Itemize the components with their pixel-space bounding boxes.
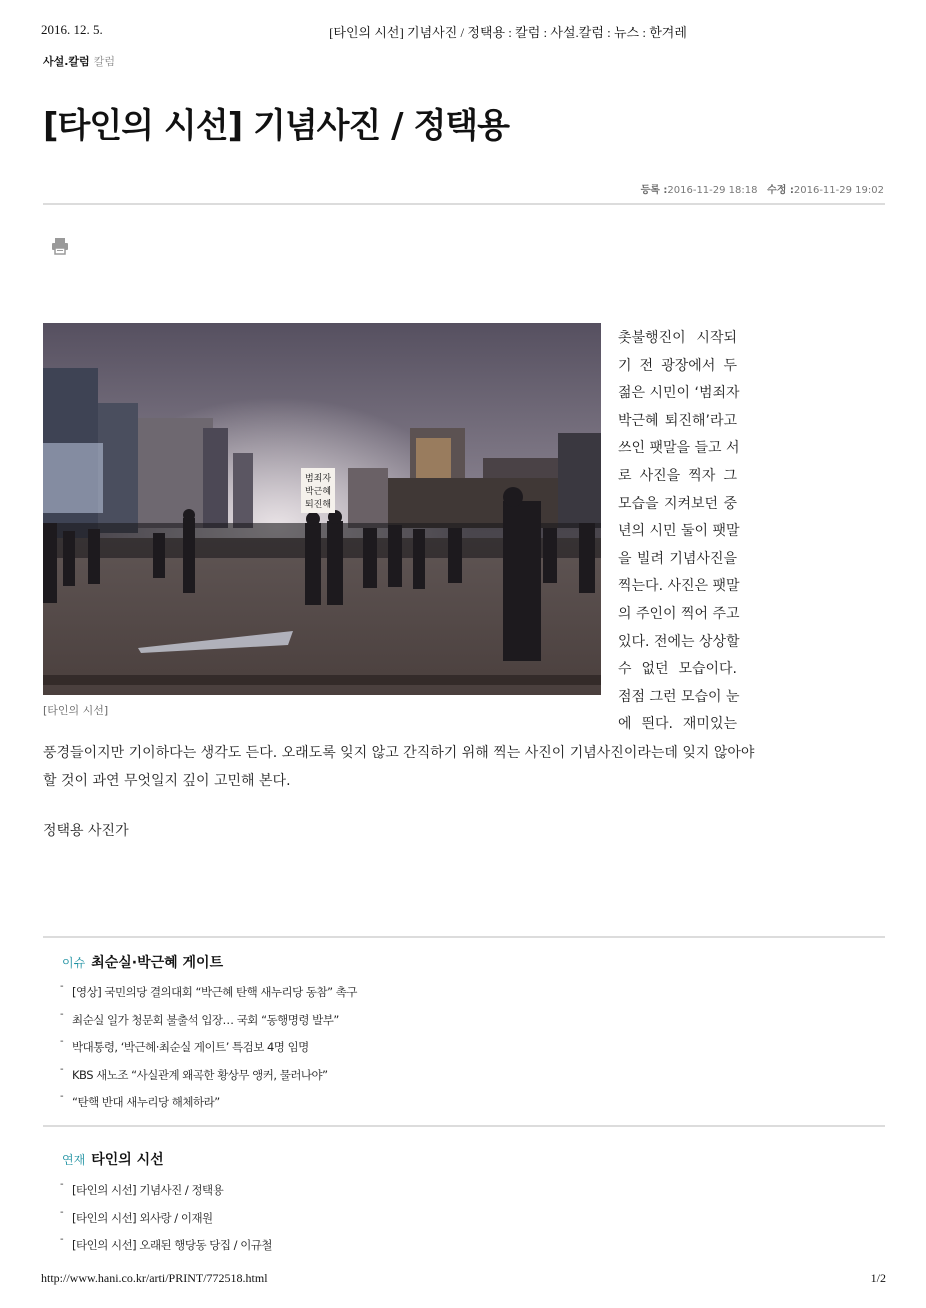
article-side-text (618, 325, 740, 739)
side-line: 있다. 전에는 상상할 (618, 633, 740, 650)
side-line: 점점 그런 모습이 눈 (618, 688, 740, 705)
side-line: 의 주인이 찍어 주고 (618, 605, 740, 622)
modified-label: 수정 : (767, 185, 794, 196)
issue-box-title (62, 952, 223, 972)
side-line: 수 없던 모습이다. (618, 661, 737, 678)
printer-icon[interactable] (51, 237, 69, 255)
series-title[interactable]: 타인의 시선 (91, 1152, 164, 1168)
article-photo (43, 323, 601, 695)
issue-link[interactable]: - [영상] 국민의당 결의대회 “박근혜 탄핵 새누리당 동참” 촉구 (60, 984, 357, 1012)
side-line: 찍는다. 사진은 팻말 (618, 578, 740, 595)
body-line: 풍경들이지만 기이하다는 생각도 든다. 오래도록 잊지 않고 간직하기 위해 찍는 사진이 기념사진이라는데 잊지 않아야 (43, 745, 755, 761)
side-line: 기 전 광장에서 두 (618, 357, 737, 374)
side-line: 로 사진을 찍자 그 (618, 467, 737, 484)
article-dates (641, 181, 884, 196)
series-tag: 연재 (62, 1153, 86, 1167)
side-line: 을 빌려 기념사진을 (618, 550, 737, 567)
article-body (43, 740, 755, 795)
section-sub[interactable]: 칼럼 (93, 55, 115, 68)
photo-sign-line-1: 범죄자 (304, 474, 332, 484)
series-link-list (60, 1182, 272, 1265)
side-line: 박근혜 퇴진해’라고 (618, 412, 737, 429)
issue-link[interactable]: - 박대통령, ‘박근혜·최순실 게이트’ 특검보 4명 임명 (60, 1039, 357, 1067)
print-date: 2016. 12. 5. (41, 22, 103, 37)
issue-link-list (60, 984, 357, 1122)
photo-sign-line-2: 박근혜 (304, 487, 332, 497)
side-line: 촛불행진이 시작되 (618, 330, 737, 346)
side-line: 쓰인 팻말을 들고 서 (618, 440, 740, 457)
section-main[interactable]: 사설.칼럼 (43, 55, 90, 68)
registered-label: 등록 : (640, 185, 668, 196)
issue-box-divider (43, 936, 885, 938)
side-line: 년의 시민 둘이 팻말 (618, 523, 740, 540)
print-header (0, 20, 926, 40)
photo-sign-line-3: 퇴진해 (304, 500, 332, 510)
side-line: 젊은 시민이 ‘범죄자 (618, 385, 740, 402)
series-box-title (62, 1149, 164, 1169)
series-link[interactable]: - [타인의 시선] 외사랑 / 이재원 (60, 1210, 272, 1238)
registered-date: 2016-11-29 18:18 (667, 185, 758, 196)
issue-link[interactable]: - KBS 새노조 “사실관계 왜곡한 황상무 앵커, 물러나야” (60, 1067, 357, 1095)
article-headline: [타인의 시선] 기념사진 / 정택용 (43, 106, 509, 146)
header-divider (43, 203, 885, 205)
series-box-divider (43, 1125, 885, 1127)
photo-caption: [타인의 시선] (43, 704, 109, 717)
issue-title[interactable]: 최순실·박근혜 게이트 (91, 955, 224, 971)
side-line: 모습을 지켜보던 중 (618, 495, 737, 512)
body-line: 할 것이 과연 무엇일지 깊이 고민해 본다. (43, 772, 291, 789)
document-title: [타인의 시선] 기념사진 / 정택용 : 칼럼 : 사설.칼럼 : 뉴스 : 한겨레 (329, 25, 687, 40)
modified-date: 2016-11-29 19:02 (793, 185, 884, 196)
issue-link[interactable]: - “탄핵 반대 새누리당 해체하라” (60, 1094, 357, 1122)
issue-link[interactable]: - 최순실 일가 청문회 불출석 입장… 국회 “동행명령 발부” (60, 1012, 357, 1040)
series-link[interactable]: - [타인의 시선] 기념사진 / 정택용 (60, 1182, 272, 1210)
page-number: 1/2 (870, 1271, 886, 1285)
byline: 정택용 사진가 (43, 823, 129, 839)
side-line: 에 띈다. 재미있는 (618, 716, 737, 733)
print-url: http://www.hani.co.kr/arti/PRINT/772518.html (41, 1271, 268, 1285)
series-link[interactable]: - [타인의 시선] 오래된 행당동 당집 / 이규철 (60, 1237, 272, 1265)
section-breadcrumb (43, 53, 115, 69)
issue-tag: 이슈 (62, 956, 86, 970)
